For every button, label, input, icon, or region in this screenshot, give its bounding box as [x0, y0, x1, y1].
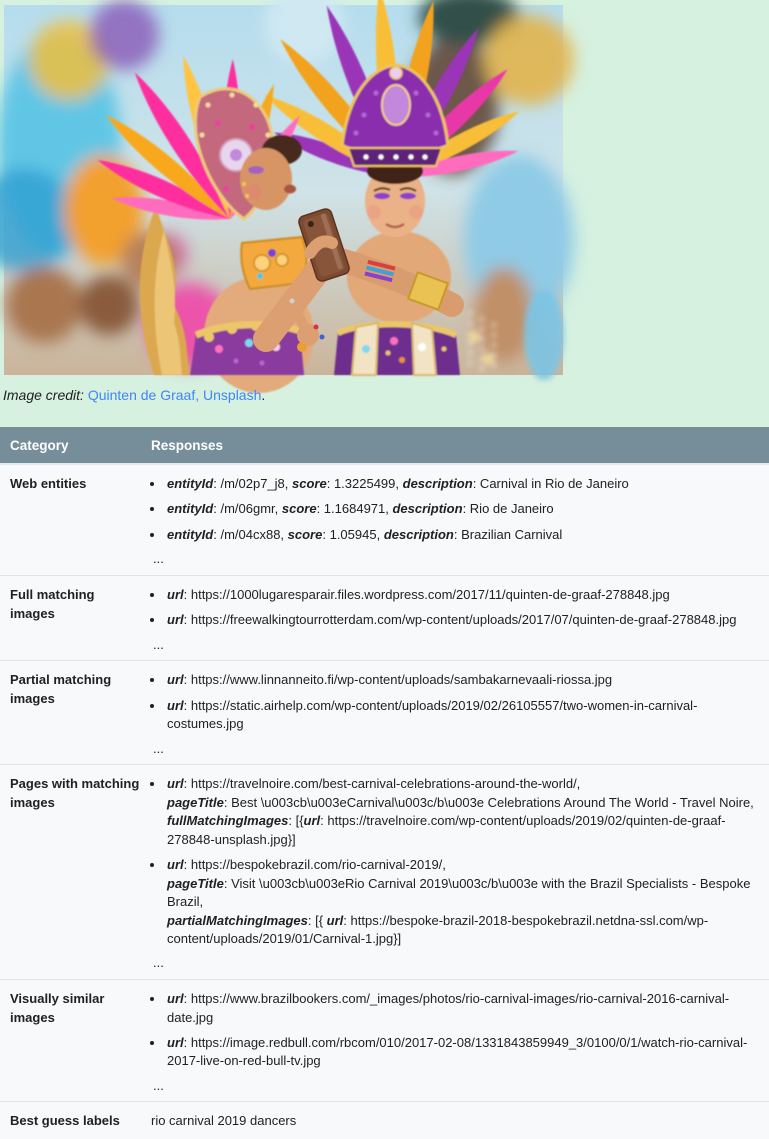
field-key: description [402, 476, 473, 491]
image-credit-link[interactable]: Quinten de Graaf, Unsplash [87, 387, 262, 403]
response-item: • entityId: /m/04cx88, score: 1.05945, description: Brazilian Carnival [165, 526, 759, 544]
response-item: • url: https://static.airhelp.com/wp-content/uploads/2019/02/26105557/two-women-in-carnival-costumes.jpg [165, 697, 759, 734]
responses-cell [146, 765, 769, 980]
response-list [151, 990, 759, 1071]
responses-cell [146, 464, 769, 575]
column-header-responses: Responses [146, 427, 769, 464]
responses-cell [146, 661, 769, 765]
response-list [151, 586, 759, 630]
field-key: entityId [167, 526, 214, 542]
image-credit [3, 385, 769, 405]
truncation-ellipsis: ... [153, 636, 164, 652]
field-key: url [167, 776, 184, 792]
image-credit-label: Image credit: [3, 387, 84, 403]
table-header-row [0, 427, 769, 464]
truncation-ellipsis: ... [153, 955, 164, 971]
field-key: url [167, 697, 184, 713]
field-key: entityId [167, 501, 214, 517]
field-key: url [303, 813, 321, 829]
response-item: • url: https://www.linnanneito.fi/wp-content/uploads/sambakarnevaali-riossa.jpg [165, 671, 759, 689]
table-row [0, 575, 769, 661]
field-key: url [167, 991, 184, 1007]
truncation-ellipsis: ... [153, 740, 164, 756]
responses-cell [146, 980, 769, 1102]
field-key: url [167, 1034, 184, 1050]
response-item: • url: https://freewalkingtourrotterdam.com/wp-content/uploads/2017/07/quinten-de-graaf-278848.jpg [165, 611, 759, 629]
response-item: • url: https://image.redbull.com/rbcom/010/2017-02-08/1331843859949_3/0100/0/1/watch-rio-carnival-2017-live-on-red-bull-tv.jpg [165, 1034, 759, 1071]
results-table [0, 427, 769, 1139]
response-list [151, 671, 759, 733]
field-key: score [287, 526, 323, 542]
response-list [151, 775, 759, 948]
response-item: • url: https://1000lugaresparair.files.wordpress.com/2017/11/quinten-de-graaf-278848.jpg [165, 586, 759, 604]
response-list [151, 475, 759, 544]
table-row [0, 464, 769, 575]
response-item: • entityId: /m/02p7_j8, score: 1.3225499, description: Carnival in Rio de Janeiro [165, 475, 759, 493]
carnival-photo [0, 0, 769, 375]
field-key: url [167, 612, 184, 628]
category-cell: Best guess labels [0, 1102, 146, 1139]
field-key: score [281, 501, 317, 517]
column-header-category: Category [0, 427, 146, 464]
field-key: fullMatchingImages [167, 813, 289, 829]
table-row [0, 661, 769, 765]
response-item: • url: https://bespokebrazil.com/rio-carnival-2019/, pageTitle: Visit \u003cb\u003eRio Carnival 2019\u003c/b\u003e with the Brazil Specialists - Bespoke Brazil, partialMatchingImages: [{ url: https://bespoke-brazil-2018-bespokebrazil.netdna-ssl.com/wp-content/uploads/2019/01/Carnival-1.jpg}] [165, 856, 759, 948]
field-key: description [383, 526, 454, 542]
field-key: pageTitle [167, 794, 224, 810]
category-cell: Visually similar images [0, 980, 146, 1102]
responses-cell [146, 1102, 769, 1139]
truncation-ellipsis: ... [153, 551, 164, 567]
field-key: url [167, 672, 184, 688]
field-key: entityId [167, 476, 214, 491]
category-cell: Pages with matching images [0, 765, 146, 980]
table-body [0, 464, 769, 1139]
carnival-photo-art [4, 5, 563, 375]
category-cell: Partial matching images [0, 661, 146, 765]
table-row [0, 1102, 769, 1139]
field-key: partialMatchingImages [167, 912, 308, 928]
image-credit-period: . [261, 387, 266, 403]
table-row [0, 765, 769, 980]
response-item: • url: https://travelnoire.com/best-carnival-celebrations-around-the-world/, pageTitle: Best \u003cb\u003eCarnival\u003c/b\u003e Celebrations Around The World - Travel Noire, fullMatchingImages: [{url: https://travelnoire.com/wp-content/uploads/2019/02/quinten-de-graaf-278848-unsplash.jpg}] [165, 775, 759, 849]
plain-response: rio carnival 2019 dancers [151, 1113, 297, 1129]
field-key: url [326, 912, 344, 928]
field-key: pageTitle [167, 875, 224, 891]
table-row [0, 980, 769, 1102]
field-key: url [167, 586, 184, 602]
field-key: score [292, 476, 327, 491]
field-key: description [392, 501, 463, 517]
category-cell: Web entities [10, 476, 87, 491]
response-item: • url: https://www.brazilbookers.com/_images/photos/rio-carnival-images/rio-carnival-2016-carnival-date.jpg [165, 990, 759, 1027]
truncation-ellipsis: ... [153, 1077, 164, 1093]
field-key: url [167, 857, 184, 873]
category-cell: Full matching images [0, 575, 146, 661]
response-item: • entityId: /m/06gmr, score: 1.1684971, description: Rio de Janeiro [165, 500, 759, 518]
responses-cell [146, 575, 769, 661]
